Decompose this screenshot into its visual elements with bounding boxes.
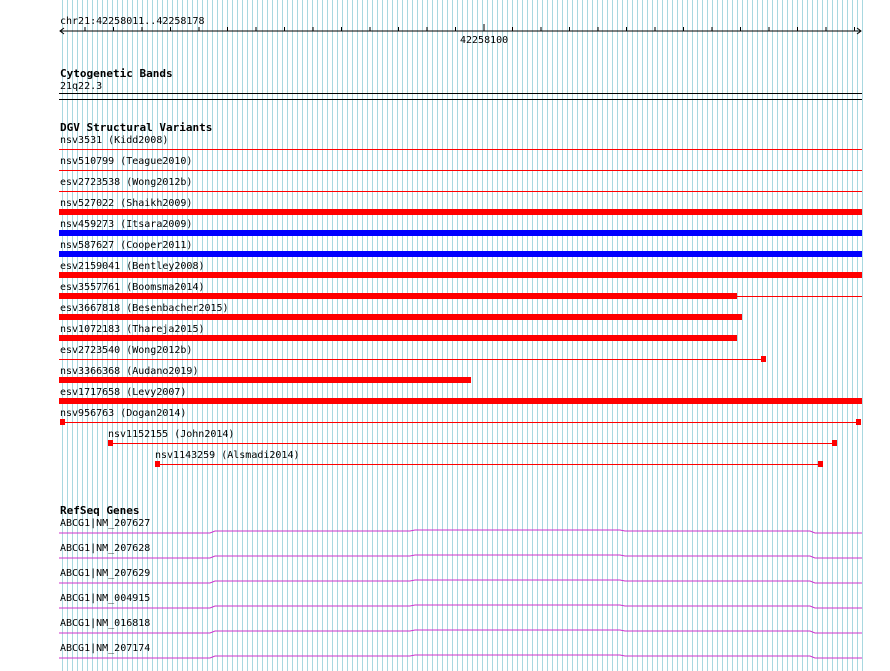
gene-label[interactable]: ABCG1|NM_207627 bbox=[60, 518, 151, 529]
refseq-section-title: RefSeq Genes bbox=[60, 504, 140, 517]
gene-label[interactable]: ABCG1|NM_207174 bbox=[60, 643, 151, 654]
variant-label[interactable]: nsv956763 (Dogan2014) bbox=[60, 408, 187, 419]
cytoband-label: 21q22.3 bbox=[60, 81, 103, 92]
gene-feature-line bbox=[59, 530, 862, 533]
variant-label[interactable]: nsv459273 (Itsara2009) bbox=[60, 219, 193, 230]
variant-label[interactable]: nsv1152155 (John2014) bbox=[108, 429, 235, 440]
variant-label[interactable]: esv3557761 (Boomsma2014) bbox=[60, 282, 205, 293]
variant-label[interactable]: esv2723538 (Wong2012b) bbox=[60, 177, 193, 188]
gene-label[interactable]: ABCG1|NM_207628 bbox=[60, 543, 151, 554]
gene-label[interactable]: ABCG1|NM_004915 bbox=[60, 593, 151, 604]
dgv-section-title: DGV Structural Variants bbox=[60, 121, 213, 134]
gene-feature-line bbox=[59, 655, 862, 658]
gene-label[interactable]: ABCG1|NM_016818 bbox=[60, 618, 151, 629]
ruler-center-tick-label: 42258100 bbox=[460, 35, 509, 46]
variant-label[interactable]: esv2159041 (Bentley2008) bbox=[60, 261, 205, 272]
variant-label[interactable]: esv2723540 (Wong2012b) bbox=[60, 345, 193, 356]
gene-feature-line bbox=[59, 630, 862, 633]
variant-label[interactable]: esv1717658 (Levy2007) bbox=[60, 387, 187, 398]
ruler-position-label: chr21:42258011..42258178 bbox=[60, 16, 205, 27]
variant-label[interactable]: nsv1072183 (Thareja2015) bbox=[60, 324, 205, 335]
variant-label[interactable]: nsv510799 (Teague2010) bbox=[60, 156, 193, 167]
cytoband-section-title: Cytogenetic Bands bbox=[60, 67, 173, 80]
variant-label[interactable]: nsv587627 (Cooper2011) bbox=[60, 240, 193, 251]
variant-label[interactable]: nsv527022 (Shaikh2009) bbox=[60, 198, 193, 209]
variant-label[interactable]: nsv1143259 (Alsmadi2014) bbox=[155, 450, 300, 461]
gene-label[interactable]: ABCG1|NM_207629 bbox=[60, 568, 151, 579]
gene-feature-line bbox=[59, 580, 862, 583]
variant-label[interactable]: esv3667818 (Besenbacher2015) bbox=[60, 303, 229, 314]
gene-feature-line bbox=[59, 605, 862, 608]
gene-feature-line bbox=[59, 555, 862, 558]
variant-label[interactable]: nsv3366368 (Audano2019) bbox=[60, 366, 199, 377]
variant-label[interactable]: nsv3531 (Kidd2008) bbox=[60, 135, 169, 146]
